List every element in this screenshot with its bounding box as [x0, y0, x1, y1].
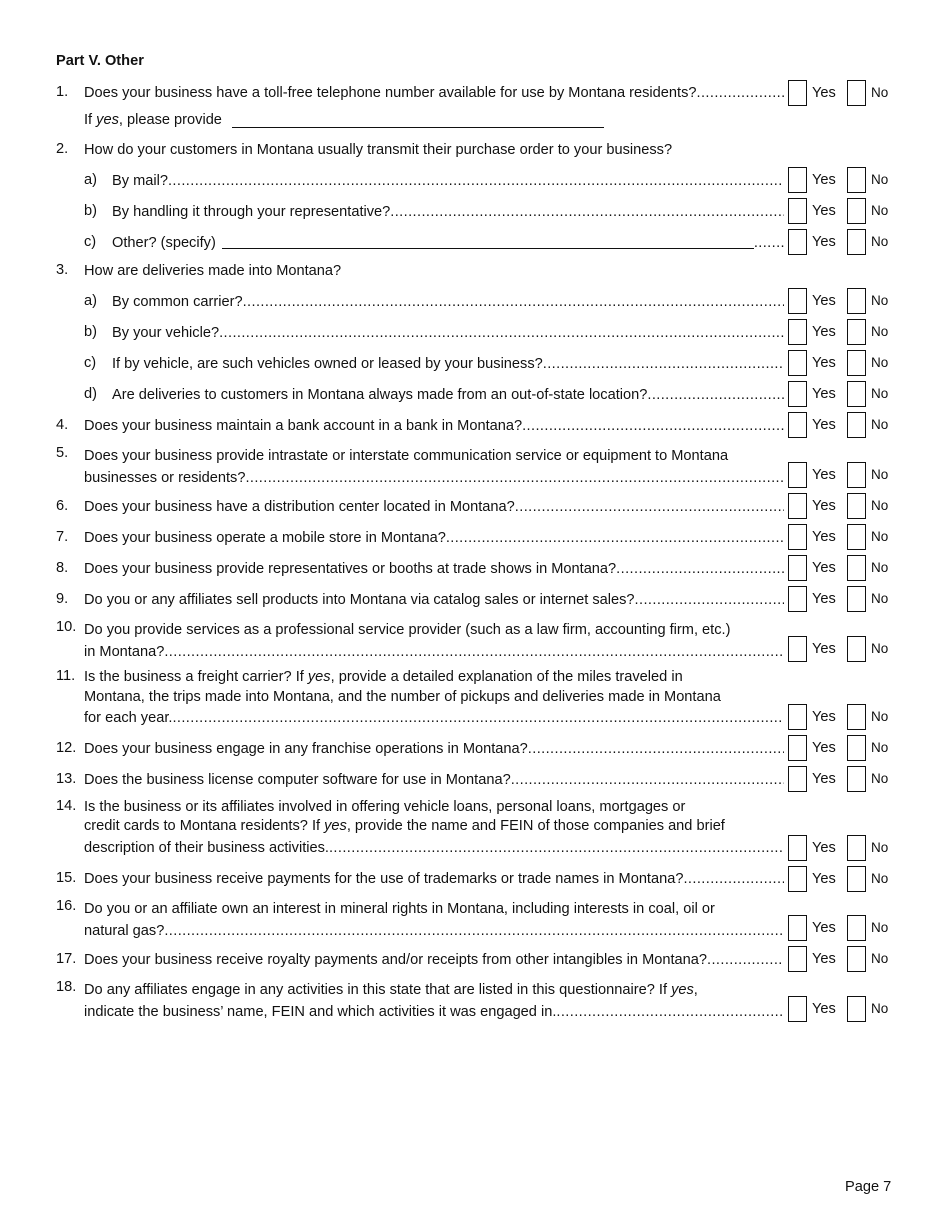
no-label: No [871, 951, 889, 966]
q2-number: 2. [56, 141, 69, 157]
yes-label: Yes [812, 840, 836, 856]
q1-provide-input[interactable] [232, 113, 604, 128]
leader-dots [511, 771, 784, 790]
yes-label: Yes [812, 417, 836, 433]
no-label: No [871, 293, 889, 308]
q11-question [84, 668, 784, 729]
q3b-question [112, 324, 784, 343]
leader-dots [616, 560, 784, 579]
q4-answers [788, 412, 898, 438]
q2c-letter: c) [84, 234, 97, 250]
yes-label: Yes [812, 498, 836, 514]
leader-dots [168, 172, 784, 191]
q2a-no-checkbox[interactable] [847, 167, 866, 193]
q3a-answers [788, 288, 898, 314]
yes-label: Yes [812, 591, 836, 607]
q18-line1 [84, 979, 784, 1001]
no-label: No [871, 920, 889, 935]
yes-label: Yes [812, 771, 836, 787]
q17-text: Does your business receive royalty payments and/or receipts from other intangibles in Montana? [84, 952, 707, 968]
q8-no-checkbox[interactable] [847, 555, 866, 581]
q18-number: 18. [56, 979, 77, 995]
yes-label: Yes [812, 709, 836, 725]
q2b-text: By handling it through your representative? [112, 204, 391, 220]
q8-question [84, 560, 784, 579]
no-label: No [871, 85, 889, 100]
no-label: No [871, 203, 889, 218]
q2a-answers [788, 167, 898, 193]
no-label: No [871, 771, 889, 786]
q10-answers [788, 636, 898, 662]
leader-dots [245, 467, 784, 489]
q2c-text: Other? (specify) [112, 235, 216, 251]
q11-answers [788, 704, 898, 730]
leader-dots [528, 740, 784, 759]
q14-line2 [84, 817, 784, 836]
q3d-letter: d) [84, 386, 97, 402]
yes-label: Yes [812, 172, 836, 188]
q12-no-checkbox[interactable] [847, 735, 866, 761]
no-label: No [871, 641, 889, 656]
q18-emph: yes [671, 982, 694, 998]
q5-number: 5. [56, 445, 69, 461]
q17-yes-checkbox[interactable] [788, 946, 807, 972]
q3d-question [112, 386, 784, 405]
q10-no-checkbox[interactable] [847, 636, 866, 662]
q17-question [84, 951, 784, 970]
q5-yes-checkbox[interactable] [788, 462, 807, 488]
q4-question [84, 417, 784, 436]
q7-yes-checkbox[interactable] [788, 524, 807, 550]
q3b-yes-checkbox[interactable] [788, 319, 807, 345]
q12-yes-checkbox[interactable] [788, 735, 807, 761]
q2-text: How do your customers in Montana usually transmit their purchase order to your business? [84, 142, 673, 158]
no-label: No [871, 740, 889, 755]
q9-text: Do you or any affiliates sell products into Montana via catalog sales or internet sales? [84, 592, 635, 608]
no-label: No [871, 234, 889, 249]
q5-no-checkbox[interactable] [847, 462, 866, 488]
q13-no-checkbox[interactable] [847, 766, 866, 792]
q7-number: 7. [56, 529, 69, 545]
q8-answers [788, 555, 898, 581]
section-title: Part V. Other [56, 53, 144, 69]
q11-no-checkbox[interactable] [847, 704, 866, 730]
q3c-no-checkbox[interactable] [847, 350, 866, 376]
yes-label: Yes [812, 920, 836, 936]
q15-yes-checkbox[interactable] [788, 866, 807, 892]
q1-number: 1. [56, 84, 69, 100]
q11-number: 11. [56, 668, 76, 684]
q8-yes-checkbox[interactable] [788, 555, 807, 581]
leader-dots [446, 529, 784, 548]
yes-label: Yes [812, 324, 836, 340]
q9-answers [788, 586, 898, 612]
no-label: No [871, 560, 889, 575]
leader-dots [164, 920, 784, 942]
q2b-letter: b) [84, 203, 97, 219]
q3d-no-checkbox[interactable] [847, 381, 866, 407]
q14-line3: description of their business activities. [84, 840, 329, 856]
q1-provide-suffix: , please provide [118, 112, 222, 128]
q4-yes-checkbox[interactable] [788, 412, 807, 438]
no-label: No [871, 1001, 889, 1016]
yes-label: Yes [812, 203, 836, 219]
q2a-question [112, 172, 784, 191]
q9-yes-checkbox[interactable] [788, 586, 807, 612]
no-label: No [871, 172, 889, 187]
q10-question [84, 619, 784, 663]
q2a-text: By mail? [112, 173, 168, 189]
q15-number: 15. [56, 870, 77, 886]
no-label: No [871, 709, 889, 724]
leader-dots [556, 1001, 784, 1023]
q18-line1b: , [693, 982, 698, 998]
yes-label: Yes [812, 355, 836, 371]
q6-answers [788, 493, 898, 519]
q12-answers [788, 735, 898, 761]
no-label: No [871, 529, 889, 544]
q11-line1b: , provide a detailed explanation of the miles traveled in [330, 669, 683, 685]
q13-question [84, 771, 784, 790]
q10-yes-checkbox[interactable] [788, 636, 807, 662]
q16-no-checkbox[interactable] [847, 915, 866, 941]
q5-question [84, 445, 784, 489]
q18-line2: indicate the business’ name, FEIN and which activities it was engaged in. [84, 1004, 557, 1020]
q13-number: 13. [56, 771, 77, 787]
leader-dots [390, 203, 784, 222]
leader-dots [522, 417, 784, 436]
q14-number: 14. [56, 798, 77, 814]
q3d-text: Are deliveries to customers in Montana always made from an out-of-state location? [112, 387, 648, 403]
q11-line1a: Is the business a freight carrier? If [84, 669, 308, 685]
q16-question [84, 898, 784, 942]
q1-yes-checkbox[interactable] [788, 80, 807, 106]
leader-dots [697, 84, 785, 103]
q2b-answers [788, 198, 898, 224]
q4-no-checkbox[interactable] [847, 412, 866, 438]
q3b-text: By your vehicle? [112, 325, 220, 341]
page-number: Page 7 [845, 1179, 892, 1195]
q6-yes-checkbox[interactable] [788, 493, 807, 519]
q3-number: 3. [56, 262, 69, 278]
q18-answers [788, 996, 898, 1022]
q15-question [84, 870, 784, 889]
q14-yes-checkbox[interactable] [788, 835, 807, 861]
q14-line1: Is the business or its affiliates involved in offering vehicle loans, personal loans, mortgages or [84, 799, 686, 815]
leader-dots [172, 709, 784, 729]
q4-number: 4. [56, 417, 69, 433]
q3d-answers [788, 381, 898, 407]
q2c-yes-checkbox[interactable] [788, 229, 807, 255]
q2c-no-checkbox[interactable] [847, 229, 866, 255]
q3b-answers [788, 319, 898, 345]
yes-label: Yes [812, 871, 836, 887]
q14-answers [788, 835, 898, 861]
q1-provide-emph: yes [96, 112, 119, 128]
q2c-question [112, 234, 784, 253]
q6-question [84, 498, 784, 517]
leader-dots [243, 293, 784, 312]
q7-answers [788, 524, 898, 550]
q18-yes-checkbox[interactable] [788, 996, 807, 1022]
q2b-question [112, 203, 784, 222]
q9-no-checkbox[interactable] [847, 586, 866, 612]
yes-label: Yes [812, 234, 836, 250]
q13-answers [788, 766, 898, 792]
q12-question [84, 740, 784, 759]
q1-text: Does your business have a toll-free telephone number available for use by Montana residents? [84, 85, 697, 101]
leader-dots [219, 324, 784, 343]
q1-answers [788, 80, 898, 106]
q2a-letter: a) [84, 172, 97, 188]
yes-label: Yes [812, 560, 836, 576]
q15-text: Does your business receive payments for the use of trademarks or trade names in Montana? [84, 871, 684, 887]
q3a-letter: a) [84, 293, 97, 309]
q17-no-checkbox[interactable] [847, 946, 866, 972]
q18-line1a: Do any affiliates engage in any activities in this state that are listed in this questionnaire? If [84, 982, 672, 998]
leader-dots [329, 839, 784, 858]
leader-dots [647, 386, 784, 405]
q16-line2: natural gas? [84, 923, 165, 939]
q2c-answers [788, 229, 898, 255]
q14-line2a: credit cards to Montana residents? If [84, 818, 325, 834]
q3a-question [112, 293, 784, 312]
no-label: No [871, 871, 889, 886]
q3a-text: By common carrier? [112, 294, 243, 310]
q2c-specify-input[interactable] [222, 234, 754, 249]
q6-number: 6. [56, 498, 69, 514]
q11-emph: yes [307, 669, 331, 685]
q2b-no-checkbox[interactable] [847, 198, 866, 224]
q1-no-checkbox[interactable] [847, 80, 866, 106]
q3a-yes-checkbox[interactable] [788, 288, 807, 314]
q18-no-checkbox[interactable] [847, 996, 866, 1022]
q2b-yes-checkbox[interactable] [788, 198, 807, 224]
q14-no-checkbox[interactable] [847, 835, 866, 861]
yes-label: Yes [812, 85, 836, 101]
no-label: No [871, 467, 889, 482]
leader-dots [543, 355, 784, 374]
yes-label: Yes [812, 386, 836, 402]
no-label: No [871, 840, 889, 855]
q16-yes-checkbox[interactable] [788, 915, 807, 941]
q3d-yes-checkbox[interactable] [788, 381, 807, 407]
q3b-letter: b) [84, 324, 97, 340]
yes-label: Yes [812, 529, 836, 545]
q11-line3: for each year. [84, 710, 173, 726]
q8-number: 8. [56, 560, 69, 576]
q3a-no-checkbox[interactable] [847, 288, 866, 314]
no-label: No [871, 355, 889, 370]
q10-number: 10. [56, 619, 77, 635]
q6-text: Does your business have a distribution center located in Montana? [84, 499, 515, 515]
q16-number: 16. [56, 898, 77, 914]
q3c-yes-checkbox[interactable] [788, 350, 807, 376]
q5-answers [788, 462, 898, 488]
q2a-yes-checkbox[interactable] [788, 167, 807, 193]
no-label: No [871, 386, 889, 401]
q1-provide-prefix: If [84, 112, 97, 128]
q7-no-checkbox[interactable] [847, 524, 866, 550]
q8-text: Does your business provide representatives or booths at trade shows in Montana? [84, 561, 617, 577]
yes-label: Yes [812, 467, 836, 483]
q1-question [84, 84, 784, 103]
leader-dots [164, 641, 784, 663]
q12-number: 12. [56, 740, 77, 756]
q5-line2: businesses or residents? [84, 470, 246, 486]
q11-line1 [84, 668, 784, 688]
q3c-question [112, 355, 784, 374]
yes-label: Yes [812, 293, 836, 309]
q13-text: Does the business license computer software for use in Montana? [84, 772, 511, 788]
q5-line1: Does your business provide intrastate or interstate communication service or equipment to Montana [84, 448, 729, 464]
leader-dots [515, 498, 784, 517]
q14-question [84, 798, 784, 858]
q3c-answers [788, 350, 898, 376]
q11-line2: Montana, the trips made into Montana, and the number of pickups and deliveries made in Montana [84, 688, 721, 705]
leader-dots [635, 591, 784, 610]
q3b-no-checkbox[interactable] [847, 319, 866, 345]
q9-question [84, 591, 784, 610]
yes-label: Yes [812, 1001, 836, 1017]
q7-question [84, 529, 784, 548]
q16-answers [788, 915, 898, 941]
no-label: No [871, 591, 889, 606]
q17-answers [788, 946, 898, 972]
q4-text: Does your business maintain a bank account in a bank in Montana? [84, 418, 523, 434]
q13-yes-checkbox[interactable] [788, 766, 807, 792]
leader-dots [683, 870, 784, 889]
no-label: No [871, 324, 889, 339]
q15-answers [788, 866, 898, 892]
q12-text: Does your business engage in any franchise operations in Montana? [84, 741, 528, 757]
q9-number: 9. [56, 591, 69, 607]
yes-label: Yes [812, 740, 836, 756]
q3c-text: If by vehicle, are such vehicles owned or leased by your business? [112, 356, 543, 372]
q11-yes-checkbox[interactable] [788, 704, 807, 730]
leader-dots [707, 951, 784, 970]
q10-line1: Do you provide services as a professional service provider (such as a law firm, accounting firm, etc.) [84, 622, 731, 638]
yes-label: Yes [812, 951, 836, 967]
q14-emph: yes [324, 818, 347, 834]
q3c-letter: c) [84, 355, 97, 371]
q1-provide-line [84, 112, 604, 128]
yes-label: Yes [812, 641, 836, 657]
q18-question [84, 979, 784, 1023]
q6-no-checkbox[interactable] [847, 493, 866, 519]
leader-dots [754, 234, 784, 253]
q7-text: Does your business operate a mobile store in Montana? [84, 530, 446, 546]
q15-no-checkbox[interactable] [847, 866, 866, 892]
no-label: No [871, 498, 889, 513]
q10-line2: in Montana? [84, 644, 165, 660]
q16-line1: Do you or an affiliate own an interest in mineral rights in Montana, including interests in coal, oil or [84, 901, 715, 917]
no-label: No [871, 417, 889, 432]
q17-number: 17. [56, 951, 77, 967]
q3-text: How are deliveries made into Montana? [84, 263, 342, 279]
q14-line2b: , provide the name and FEIN of those companies and brief [346, 818, 725, 834]
